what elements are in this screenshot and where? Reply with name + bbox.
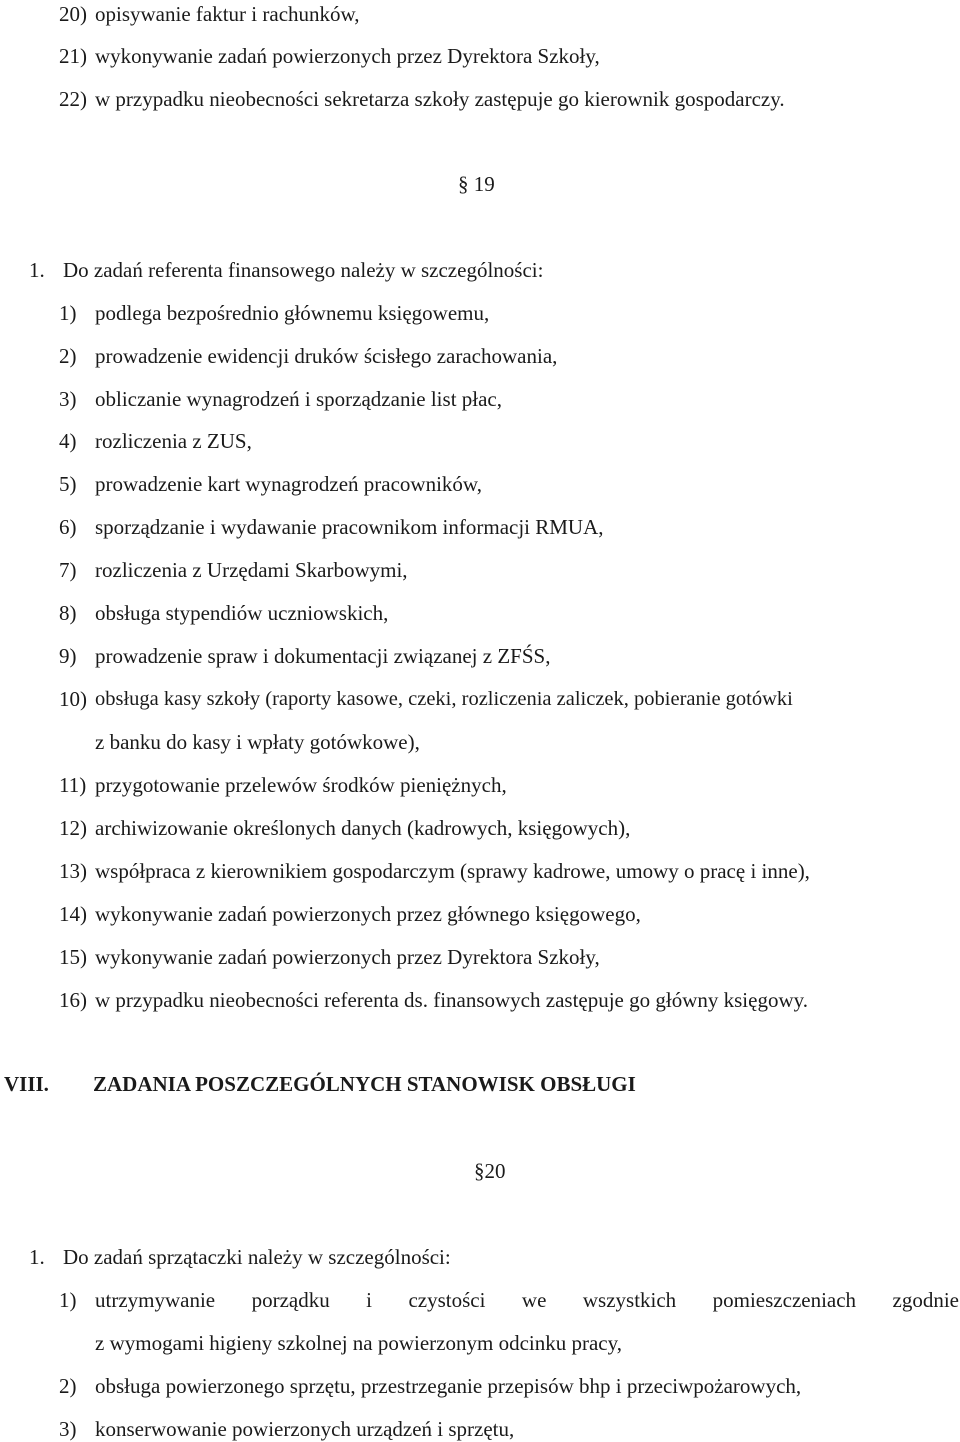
word: utrzymywanie	[95, 1288, 216, 1312]
list-item-number: 3)	[59, 387, 77, 411]
list-item-number: 1)	[59, 1288, 77, 1312]
list-item-number: 7)	[59, 558, 77, 582]
list-item-number: 14)	[59, 902, 87, 926]
list-item-text-justified	[95, 1290, 959, 1311]
list-item-text: prowadzenie kart wynagrodzeń pracowników,	[95, 472, 482, 496]
list-item-number: 8)	[59, 601, 77, 625]
word: we	[521, 1288, 547, 1312]
list-item-number: 22)	[59, 87, 87, 111]
paragraph-number: 1.	[29, 1245, 45, 1269]
list-item-text: rozliczenia z ZUS,	[95, 429, 252, 453]
list-item-number: 20)	[59, 2, 87, 26]
list-item-text: prowadzenie spraw i dokumentacji związanej z ZFŚS,	[95, 644, 551, 668]
chapter-title: ZADANIA POSZCZEGÓLNYCH STANOWISK OBSŁUGI	[93, 1072, 636, 1096]
list-item-text: podlega bezpośrednio głównemu księgowemu,	[95, 301, 490, 325]
word: czystości	[408, 1288, 486, 1312]
list-item-text: archiwizowanie określonych danych (kadrowych, księgowych),	[95, 816, 631, 840]
word: porządku	[251, 1288, 330, 1312]
list-item-text: konserwowanie powierzonych urządzeń i sprzętu,	[95, 1417, 515, 1441]
list-item-text: wykonywanie zadań powierzonych przez głównego księgowego,	[95, 902, 641, 926]
list-item-number: 3)	[59, 1417, 77, 1441]
list-item-text: w przypadku nieobecności sekretarza szkoły zastępuje go kierownik gospodarczy.	[95, 87, 785, 111]
list-item-text-continued: z wymogami higieny szkolnej na powierzonym odcinku pracy,	[95, 1331, 622, 1355]
paragraph-number: 1.	[29, 258, 45, 282]
paragraph-intro: Do zadań sprzątaczki należy w szczególności:	[63, 1245, 451, 1269]
list-item-text: sporządzanie i wydawanie pracownikom informacji RMUA,	[95, 515, 604, 539]
word: i	[366, 1288, 373, 1312]
list-item-text: wykonywanie zadań powierzonych przez Dyrektora Szkoły,	[95, 945, 600, 969]
word: pomieszczeniach	[712, 1288, 857, 1312]
list-item-text: obsługa kasy szkoły (raporty kasowe, czeki, rozliczenia zaliczek, pobieranie gotówki	[95, 688, 793, 710]
chapter-number: VIII.	[4, 1072, 49, 1096]
list-item-number: 15)	[59, 945, 87, 969]
list-item-number: 2)	[59, 344, 77, 368]
list-item-text: współpraca z kierownikiem gospodarczym (sprawy kadrowe, umowy o pracę i inne),	[95, 859, 810, 883]
list-item-number: 12)	[59, 816, 87, 840]
list-item-text-continued: z banku do kasy i wpłaty gotówkowe),	[95, 730, 420, 754]
list-item-text: rozliczenia z Urzędami Skarbowymi,	[95, 558, 408, 582]
section-heading: § 19	[458, 172, 495, 196]
list-item-text: opisywanie faktur i rachunków,	[95, 2, 360, 26]
list-item-number: 5)	[59, 472, 77, 496]
list-item-text: prowadzenie ewidencji druków ścisłego zarachowania,	[95, 344, 558, 368]
paragraph-intro: Do zadań referenta finansowego należy w szczególności:	[63, 258, 544, 282]
word: zgodnie	[892, 1288, 959, 1312]
list-item-text: obsługa powierzonego sprzętu, przestrzeganie przepisów bhp i przeciwpożarowych,	[95, 1374, 802, 1398]
list-item-number: 21)	[59, 44, 87, 68]
list-item-text: obsługa stypendiów uczniowskich,	[95, 601, 389, 625]
list-item-number: 10)	[59, 687, 87, 711]
list-item-number: 1)	[59, 301, 77, 325]
list-item-number: 13)	[59, 859, 87, 883]
list-item-number: 11)	[59, 773, 87, 797]
section-heading: §20	[474, 1159, 506, 1183]
list-item-text: obliczanie wynagrodzeń i sporządzanie list płac,	[95, 387, 502, 411]
list-item-number: 4)	[59, 429, 77, 453]
list-item-text: w przypadku nieobecności referenta ds. finansowych zastępuje go główny księgowy.	[95, 988, 809, 1012]
word: wszystkich	[582, 1288, 677, 1312]
list-item-number: 6)	[59, 515, 77, 539]
list-item-number: 16)	[59, 988, 87, 1012]
list-item-text: wykonywanie zadań powierzonych przez Dyrektora Szkoły,	[95, 44, 600, 68]
list-item-number: 9)	[59, 644, 77, 668]
list-item-number: 2)	[59, 1374, 77, 1398]
list-item-text: przygotowanie przelewów środków pieniężnych,	[95, 773, 507, 797]
